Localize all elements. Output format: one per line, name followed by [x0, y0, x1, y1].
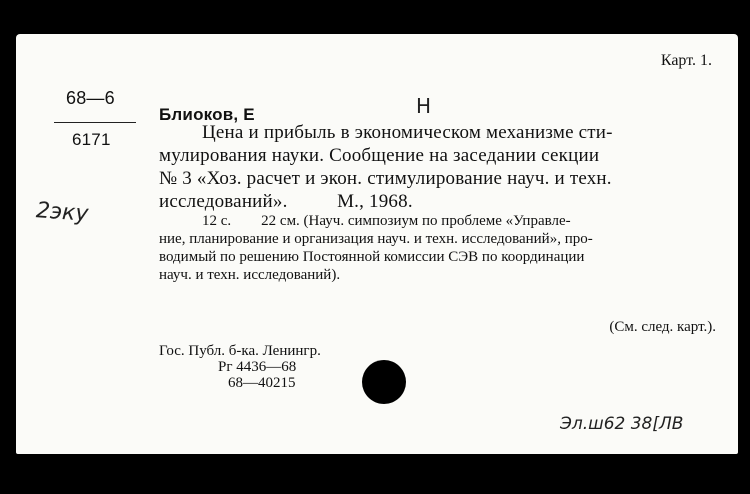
title-line-4: исследований». М., 1968. — [159, 191, 413, 212]
description-line-3: водимый по решению Постоянной комиссии СЭВ по координации — [159, 249, 585, 265]
description-line-2: ние, планирование и организация науч. и техн. исследований», про- — [159, 231, 593, 247]
library-name: Гос. Публ. б-ка. Ленингр. — [159, 343, 321, 359]
handwritten-margin-note: 2эку — [35, 198, 90, 227]
punch-hole — [362, 360, 406, 404]
handwritten-bottom-note: Эл.ш62 38[ЛВ — [560, 414, 684, 434]
title-line-1: Цена и прибыль в экономическом механизме сти- — [202, 122, 613, 143]
author: Блиоков, Е — [159, 105, 255, 124]
title-line-3: № 3 «Хоз. расчет и экон. стимулирование науч. и техн. — [159, 168, 612, 189]
catalog-card — [16, 34, 738, 454]
handwritten-mark: Н — [416, 94, 432, 118]
call-number-divider — [54, 122, 136, 123]
call-number-top: 68—6 — [66, 88, 115, 108]
card-code: 68—40215 — [228, 375, 296, 391]
description-line-1: 12 с. 22 см. (Науч. симпозиум по проблеме «Управле- — [202, 213, 571, 229]
continued-note: (См. след. карт.). — [609, 319, 716, 335]
registration-number: Рг 4436—68 — [218, 359, 297, 375]
call-number-bottom: 6171 — [72, 130, 111, 149]
card-number: Карт. 1. — [660, 52, 712, 69]
title-line-2: мулирования науки. Сообщение на заседании секции — [159, 145, 600, 166]
description-line-4: науч. и техн. исследований). — [159, 267, 341, 283]
